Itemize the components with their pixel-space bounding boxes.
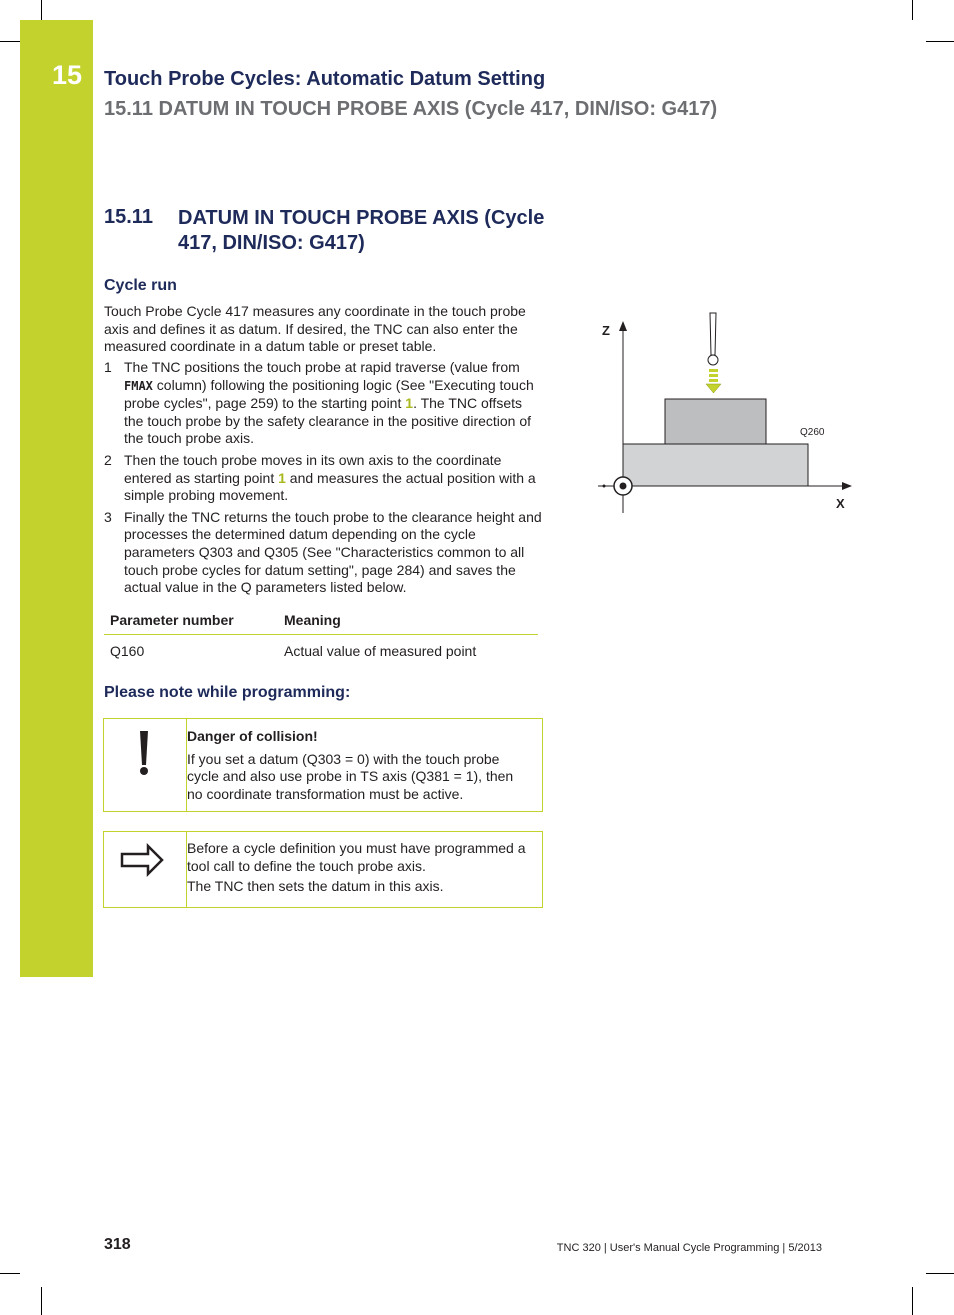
table-header-cell: Meaning (284, 612, 341, 628)
q260-label: Q260 (800, 427, 825, 438)
arrow-right-icon (104, 832, 186, 907)
step-text-part: The TNC positions the touch probe at rapid traverse (value from (124, 359, 520, 375)
crop-mark (912, 1287, 913, 1315)
note-text: The TNC then sets the datum in this axis. (187, 878, 444, 895)
step-text: Finally the TNC returns the touch probe to the clearance height and processes the determined datum depending on the cycle parameters Q303 and Q305 (See "Characteristics common to all touch probe cycles for datum setting", page 284) and saves the actual value in the Q parameters listed below. (124, 508, 542, 596)
datum-dot (620, 483, 627, 490)
chapter-sidebar (20, 20, 93, 977)
warning-box (103, 718, 543, 812)
table-header-row (104, 610, 538, 635)
crop-mark (926, 41, 954, 42)
start-point-ref: 1 (405, 395, 414, 412)
crop-mark (41, 1287, 42, 1315)
running-section-title: 15.11 DATUM IN TOUCH PROBE AXIS (Cycle 417, DIN/ISO: G417) (104, 98, 718, 120)
step-text (124, 359, 544, 448)
approach-arrow (709, 374, 718, 377)
workpiece-base (623, 444, 808, 486)
page-number: 318 (104, 1236, 131, 1253)
crop-mark (926, 1273, 954, 1274)
cycle-run-intro: Touch Probe Cycle 417 measures any coordinate in the touch probe axis and defines it as datum. If desired, the TNC can also enter the measured coordinate in a datum table or preset table. (104, 303, 526, 355)
start-point-ref: 1 (278, 469, 286, 486)
exclamation-icon (104, 719, 186, 811)
warning-title: Danger of collision! (187, 728, 318, 744)
warning-content (187, 728, 532, 806)
step-text-part: Then the touch probe moves in its own axis to the coordinate entered as starting point (124, 451, 502, 486)
list-item (104, 452, 544, 505)
table-row (104, 635, 538, 661)
datum-point (603, 485, 606, 488)
cycle-run-heading: Cycle run (104, 277, 177, 294)
step-number: 2 (104, 451, 112, 468)
warning-text: If you set a datum (Q303 = 0) with the touch probe cycle and also use probe in TS axis (Q381 = 1), then no coordinate transformation must be active. (187, 750, 514, 802)
list-item (104, 509, 544, 597)
z-axis-arrow (619, 321, 627, 331)
x-axis-arrow (842, 482, 852, 490)
step-number: 3 (104, 508, 112, 525)
crop-mark (912, 0, 913, 20)
section-title: DATUM IN TOUCH PROBE AXIS (Cycle 417, DIN/ISO: G417) (178, 207, 545, 254)
z-axis-label: Z (602, 323, 610, 338)
step-text-part: column) following the positioning logic (See "Executing touch probe cycles", page 259) to the starting point (124, 376, 534, 412)
chapter-title: Touch Probe Cycles: Automatic Datum Setting (104, 68, 546, 90)
x-axis-label: X (836, 496, 845, 511)
table-header-cell: Parameter number (110, 612, 234, 628)
workpiece-top (665, 399, 766, 444)
note-content (187, 840, 532, 899)
step-text (124, 452, 544, 505)
step-text-part: . The TNC offsets the touch probe by the safety clearance in the positive direction of the touch probe axis. (124, 395, 532, 447)
probe-stylus (710, 313, 716, 355)
table-cell: Actual value of measured point (284, 643, 477, 659)
crop-mark (41, 0, 42, 20)
list-item (104, 359, 544, 448)
crop-mark (0, 1273, 20, 1274)
step-number: 1 (104, 359, 112, 375)
approach-arrow (709, 369, 718, 372)
approach-arrow-head (706, 384, 721, 393)
cycle-steps-list (104, 359, 544, 601)
step-text-part: and measures the actual position with a simple probing movement. (124, 469, 536, 504)
parameter-table (104, 610, 538, 661)
probe-diagram (590, 305, 860, 520)
note-box (103, 831, 543, 908)
approach-arrow (709, 379, 718, 382)
chapter-number: 15 (52, 60, 83, 90)
section-number: 15.11 (104, 206, 153, 228)
crop-mark (0, 41, 20, 42)
probe-tip (708, 355, 718, 365)
fmax-code: FMAX (124, 378, 153, 393)
note-text: Before a cycle definition you must have programmed a tool call to define the touch probe axis. (187, 840, 526, 874)
table-cell: Q160 (110, 643, 145, 659)
footer-doc-title: TNC 320 | User's Manual Cycle Programming | 5/2013 (556, 1242, 822, 1254)
programming-heading: Please note while programming: (104, 684, 351, 701)
